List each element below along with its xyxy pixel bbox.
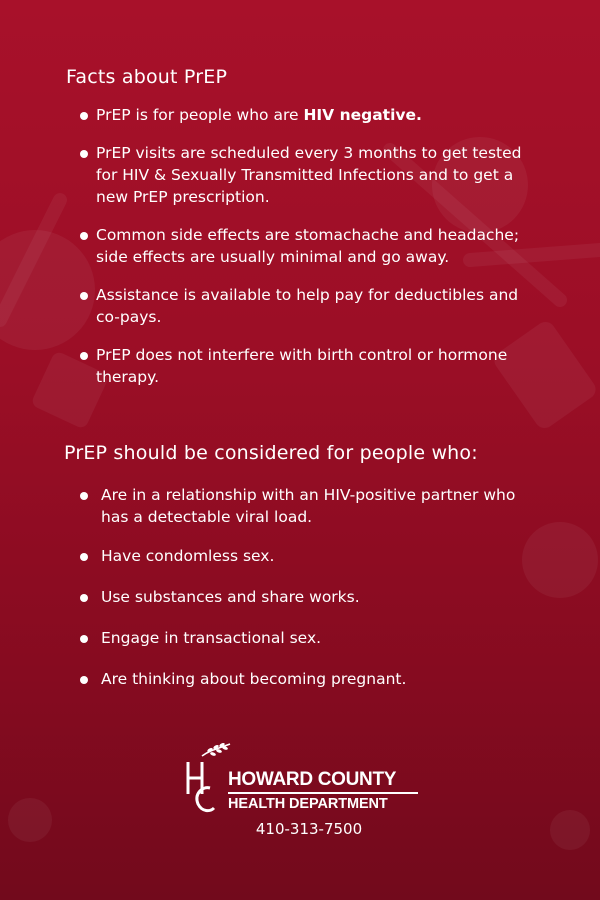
wheat-monogram-icon bbox=[180, 742, 232, 814]
logo-divider bbox=[228, 792, 418, 794]
list-item bbox=[80, 142, 540, 208]
list-item-text: Are thinking about becoming pregnant. bbox=[101, 670, 407, 688]
list-item bbox=[80, 586, 540, 608]
phone-number: 410-313-7500 bbox=[255, 820, 363, 838]
list-item bbox=[80, 668, 540, 690]
list-item-text: PrEP is for people who are bbox=[96, 106, 304, 124]
logo-text-department: HEALTH DEPARTMENT bbox=[228, 796, 388, 812]
bullet-icon bbox=[80, 676, 88, 684]
howard-county-logo bbox=[180, 742, 430, 822]
list-item bbox=[80, 344, 540, 388]
bullet-icon bbox=[80, 232, 88, 240]
bullet-icon bbox=[80, 635, 88, 643]
bullet-icon bbox=[80, 594, 88, 602]
list-item-text: Common side effects are stomachache and headache; side effects are usually minimal and go away. bbox=[96, 226, 520, 266]
list-item-text: Have condomless sex. bbox=[101, 547, 275, 565]
list-item bbox=[80, 545, 540, 567]
bullet-icon bbox=[80, 352, 88, 360]
list-item-text: Use substances and share works. bbox=[101, 588, 360, 606]
facts-heading: Facts about PrEP bbox=[66, 66, 228, 88]
bullet-icon bbox=[80, 150, 88, 158]
list-item bbox=[80, 484, 540, 528]
list-item bbox=[80, 627, 540, 649]
logo-text-county: HOWARD COUNTY bbox=[228, 769, 397, 790]
facts-list bbox=[80, 104, 540, 404]
list-item-text: Engage in transactional sex. bbox=[101, 629, 322, 647]
bullet-icon bbox=[80, 492, 88, 500]
list-item-text: Are in a relationship with an HIV-positive partner who has a detectable viral load. bbox=[101, 486, 516, 526]
list-item bbox=[80, 104, 540, 126]
list-item-text: Assistance is available to help pay for deductibles and co-pays. bbox=[96, 286, 519, 326]
list-item bbox=[80, 284, 540, 328]
bullet-icon bbox=[80, 553, 88, 561]
list-item-text: PrEP does not interfere with birth control or hormone therapy. bbox=[96, 346, 508, 386]
considered-heading: PrEP should be considered for people who: bbox=[64, 442, 478, 464]
list-item bbox=[80, 224, 540, 268]
hiv-negative-emphasis: HIV negative. bbox=[303, 106, 422, 124]
bullet-icon bbox=[80, 292, 88, 300]
bullet-icon bbox=[80, 112, 88, 120]
considered-list bbox=[80, 484, 540, 709]
list-item-text: PrEP visits are scheduled every 3 months to get tested for HIV & Sexually Transmitted Infections and to get a new PrEP prescription. bbox=[96, 144, 522, 206]
